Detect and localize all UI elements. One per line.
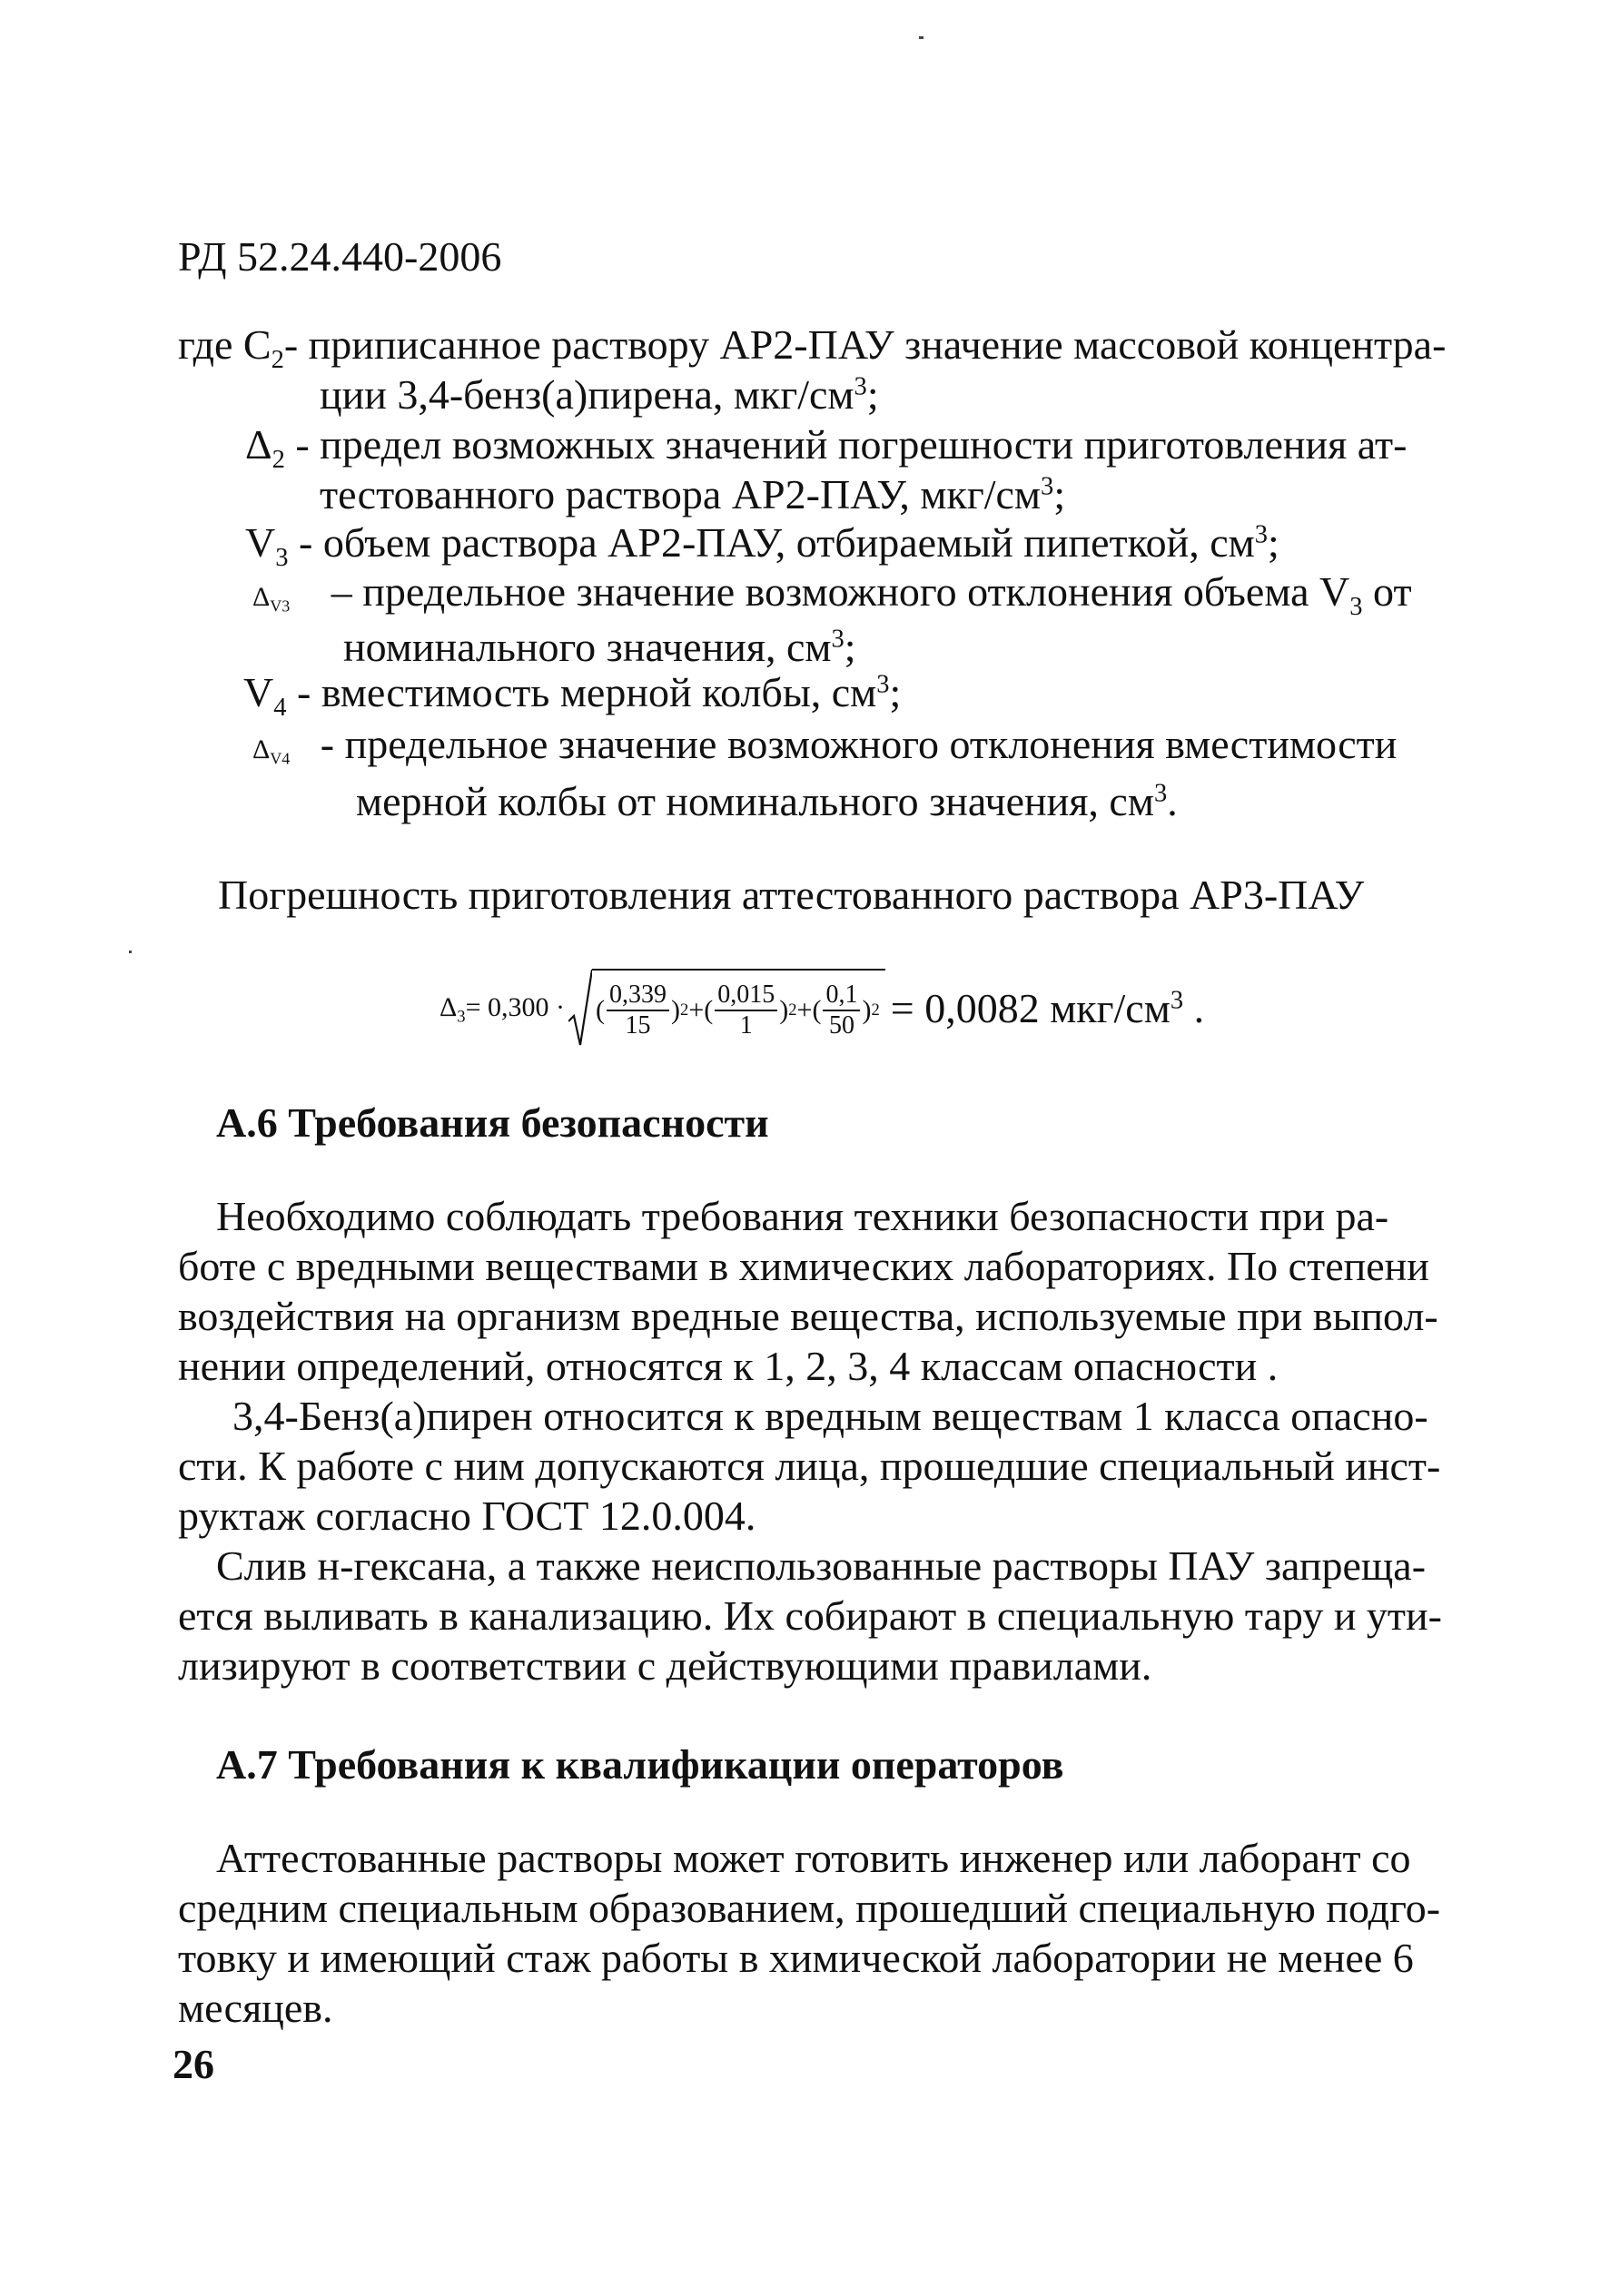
- formula-result: = 0,0082 мкг/$см^3$ .: [890, 984, 1205, 1031]
- section-a6-heading: А.6 Требования безопасности: [216, 1099, 769, 1146]
- paragraph-line: нении определений, относятся к 1, 2, 3, 4 классам опасности .: [178, 1343, 1279, 1389]
- paragraph-line: Слив н-гексана, а также неиспользованные растворы ПАУ запреща-: [216, 1542, 1427, 1589]
- formula-lhs: $\Delta_3$: [440, 992, 466, 1027]
- fraction-1: $\frac{0,339}{15}$: [607, 982, 669, 1039]
- error-intro-text: Погрешность приготовления аттестованного раствора АР3-ПАУ: [218, 872, 1365, 918]
- fraction-3: $\frac{0,1}{50}$: [823, 982, 860, 1039]
- definition-c2: где $С_2-$ приписанное раствору АР2-ПАУ значение массовой концентра-: [178, 321, 1447, 374]
- section-a7-heading: А.7 Требования к квалификации операторов: [216, 1741, 1064, 1788]
- paragraph-line: товку и имеющий стаж работы в химической лаборатории не менее 6: [178, 1935, 1414, 1981]
- scan-speck: [129, 951, 132, 953]
- definition-delta2: $\Delta_2$ - предел возможных значений погрешности приготовления ат-: [245, 421, 1408, 474]
- paragraph-line: Необходимо соблюдать требования техники безопасности при ра-: [216, 1193, 1389, 1239]
- fraction-2: $\frac{0,015}{1}$: [715, 982, 777, 1039]
- paragraph-line: боте с вредными веществами в химических лабораториях. По степени: [178, 1243, 1429, 1289]
- paragraph-line: ется выливать в канализацию. Их собирают в специальную тару и ути-: [178, 1592, 1442, 1639]
- paragraph-line: месяцев.: [178, 1985, 333, 2031]
- paragraph-line: воздействия на организм вредные вещества, используемые при выпол-: [178, 1293, 1438, 1339]
- definition-delta-v4-continuation: мерной колбы от номинального значения, $см^3$.: [356, 778, 1178, 824]
- definition-delta2-continuation: тестованного раствора АР2-ПАУ, мкг/$см^3$;: [320, 471, 1066, 517]
- radical-sign-icon: [568, 969, 592, 1047]
- document-code-header: РД 52.24.440-2006: [178, 233, 502, 280]
- paragraph-line: Аттестованные растворы может готовить инженер или лаборант со: [216, 1835, 1411, 1881]
- paragraph-line: средним специальным образованием, прошедший специальную подго-: [178, 1885, 1441, 1931]
- paragraph-line: лизируют в соответствии с действующими правилами.: [178, 1642, 1152, 1689]
- formula-delta3: [440, 953, 1204, 1062]
- definition-v3: $V_3$ - объем раствора АР2-ПАУ, отбираемый пипеткой, $см^3$;: [245, 519, 1279, 572]
- formula-coefficient: = 0,300 ·: [465, 992, 566, 1022]
- definition-delta-v3: $\Delta_{V3}$ – предельное значение возможного отклонения объема $V_3$ от: [252, 568, 1412, 621]
- scan-speck: [919, 36, 924, 39]
- definition-delta-v3-continuation: номинального значения, $см^3$;: [343, 624, 856, 670]
- paragraph-line: сти. К работе с ним допускаются лица, прошедшие специальный инст-: [178, 1443, 1441, 1489]
- definition-c2-continuation: ции 3,4-бенз(а)пирена, мкг/$см^3$;: [320, 371, 879, 418]
- definition-delta-v4: $\Delta_{V4}$ - предельное значение возможного отклонения вместимости: [252, 721, 1398, 768]
- paragraph-line: руктаж согласно ГОСТ 12.0.004.: [178, 1493, 756, 1539]
- paragraph-line: 3,4-Бенз(а)пирен относится к вредным веществам 1 класса опасно-: [232, 1393, 1428, 1439]
- definition-v4: $V_4$ - вместимость мерной колбы, $см^3$;: [243, 669, 902, 722]
- page-number: 26: [173, 2041, 214, 2087]
- square-root: ( $\frac{0,339}{15}$ ) 2 + ( $\frac{0,015}{1}$ ) 2 + ( $\frac{0,1}{50}$ ) 2: [568, 969, 885, 1047]
